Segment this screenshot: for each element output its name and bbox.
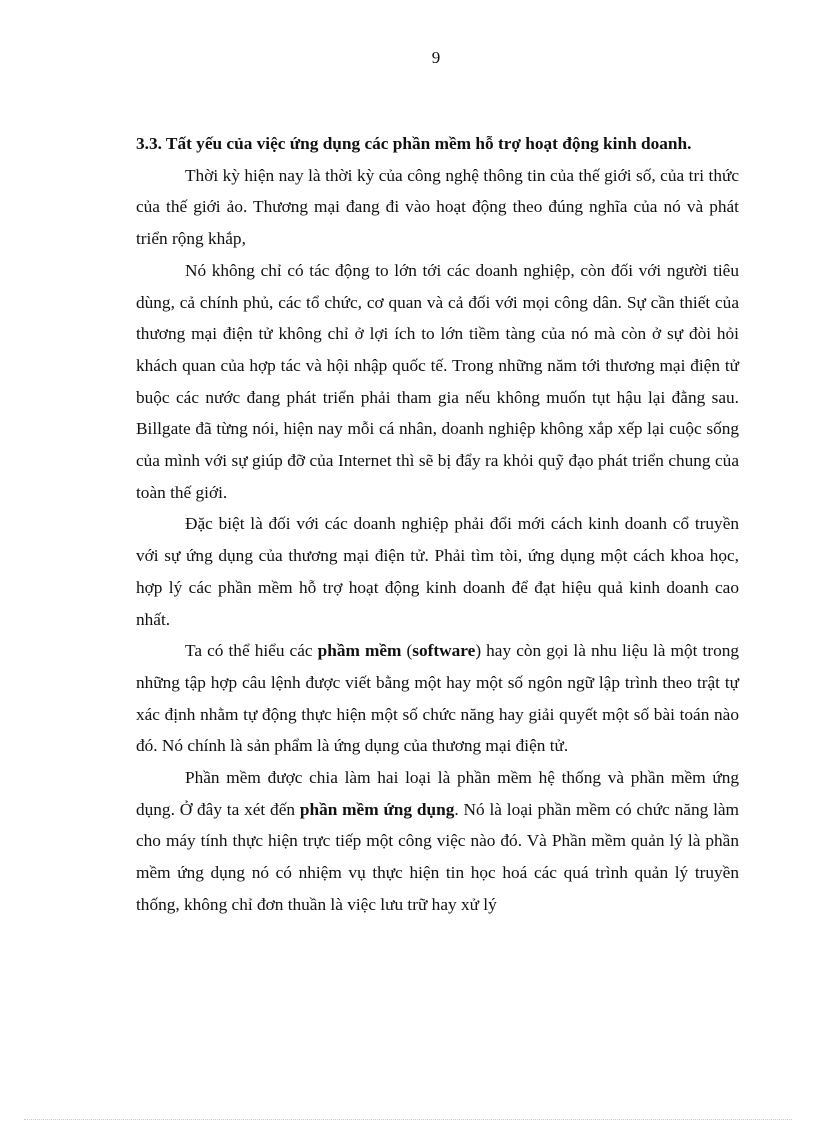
paragraph-4-text-end: ) hay còn gọi là nhu liệu là một trong những tập hợp câu lệnh được viết bằng một hay một số ngôn ngữ lập trình theo trật tự xác định nhằm tự động thực hiện một số chức năng hay giải quyết một số bài toán nào đó. Nó chính là sản phẩm là ứng dụng của thương mại điện tử.: [136, 641, 739, 756]
paragraph-5: [136, 762, 739, 921]
paragraph-3: Đặc biệt là đối với các doanh nghiệp phải đổi mới cách kinh doanh cổ truyền với sự ứng dụng của thương mại điện tử. Phải tìm tòi, ứng dụng một cách khoa học, hợp lý các phần mềm hỗ trợ hoạt động kinh doanh để đạt hiệu quả kinh doanh cao nhất.: [136, 514, 739, 629]
term-software-vn: phầm mềm: [317, 641, 402, 661]
term-software-en: software: [412, 641, 476, 661]
paragraph-2: Nó không chỉ có tác động to lớn tới các doanh nghiệp, còn đối với người tiêu dùng, cả chính phủ, các tổ chức, cơ quan và cả đối với mọi công dân. Sự cần thiết của thương mại điện tử không chỉ ở lợi ích to lớn tiềm tàng của nó mà còn ở sự đòi hỏi khách quan của hợp tác và hội nhập quốc tế. Trong những năm tới thương mại điện tử buộc các nước đang phát triển phải tham gia nếu không muốn tụt hậu lại đằng sau. Billgate đã từng nói, hiện nay mỗi cá nhân, doanh nghiệp không xắp xếp lại cuộc sống của mình với sự giúp đỡ của Internet thì sẽ bị đẩy ra khỏi quỹ đạo phát triển chung của toàn thế giới.: [136, 260, 739, 502]
paragraph-4: [136, 635, 739, 762]
paragraph-5-text-end: . Nó là loại phần mềm có chức năng làm cho máy tính thực hiện trực tiếp một công việc nào đó. Và Phần mềm quản lý là phần mềm ứng dụng nó có nhiệm vụ thực hiện tin học hoá các quá trình quản lý truyền thống, không chỉ đơn thuần là việc lưu trữ hay xử lý: [136, 799, 739, 914]
paragraph-4-text-start: Ta có thể hiểu các: [185, 641, 318, 661]
footer-divider: [24, 1119, 792, 1120]
paragraph-4-paren: (: [401, 641, 413, 661]
document-body: [136, 128, 739, 921]
paragraph-5-text-start: Phần mềm được chia làm hai loại là phần mềm hệ thống và phần mềm ứng dụng. Ở đây ta xét đến: [136, 768, 739, 819]
page-number: 9: [431, 48, 441, 67]
paragraph-1: Thời kỳ hiện nay là thời kỳ của công nghệ thông tin của thế giới số, của tri thức của thế giới ảo. Thương mại đang đi vào hoạt động theo đúng nghĩa của nó và phát triển rộng khắp,: [136, 165, 739, 249]
term-application-software: phần mềm ứng dụng: [299, 799, 455, 819]
section-heading: 3.3. Tất yếu của việc ứng dụng các phần mềm hỗ trợ hoạt động kinh doanh.: [136, 134, 692, 153]
